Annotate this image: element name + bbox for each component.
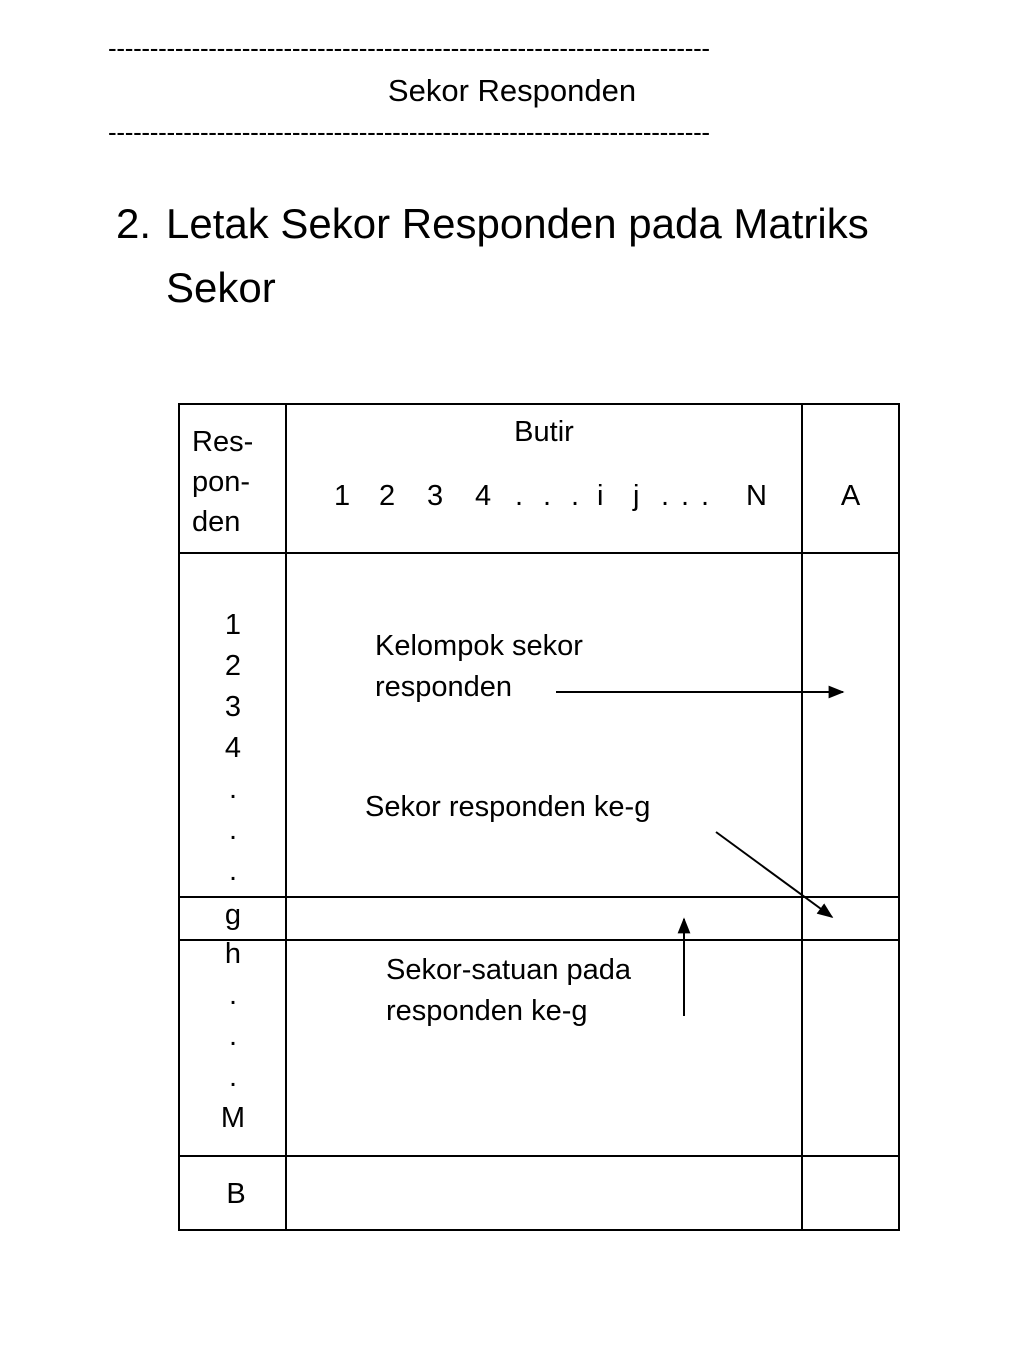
satuan-label-line-2: responden ke-g xyxy=(386,995,588,1027)
butir-item: 1 xyxy=(334,480,351,512)
row-label: 1 xyxy=(224,609,242,641)
row-label: . xyxy=(228,814,238,846)
butir-item: i xyxy=(597,480,604,512)
row-label: . xyxy=(228,1020,238,1052)
responden-rows-lower xyxy=(180,934,286,1139)
row-label: 4 xyxy=(224,732,242,764)
butir-item: N xyxy=(746,480,767,512)
b-row-label: B xyxy=(226,1178,246,1210)
heading-line-1: Letak Sekor Responden pada Matriks xyxy=(166,200,869,247)
row-g-label xyxy=(180,895,286,936)
responden-header-line-1: Res- xyxy=(192,426,254,458)
butir-item: 3 xyxy=(427,480,444,512)
header-title: Sekor Responden xyxy=(387,73,637,108)
butir-item: . xyxy=(661,480,670,512)
butir-item: 2 xyxy=(379,480,396,512)
butir-item: j xyxy=(633,480,640,512)
a-column-label: A xyxy=(840,480,861,512)
row-label: M xyxy=(220,1102,246,1134)
row-label: 3 xyxy=(224,691,242,723)
butir-item: . xyxy=(515,480,524,512)
row-label: h xyxy=(224,938,242,970)
row-label: . xyxy=(228,1061,238,1093)
kelompok-label-line-1: Kelompok sekor xyxy=(375,630,583,662)
bottom-dashed-rule: ------------------------------------------------------------------------ xyxy=(108,117,710,147)
heading-line-2: Sekor xyxy=(166,264,276,311)
row-label: . xyxy=(228,979,238,1011)
butir-item: . xyxy=(701,480,710,512)
sekor-ke-g-label: Sekor responden ke-g xyxy=(365,791,651,823)
sekor-ke-g-arrow xyxy=(716,832,832,917)
row-label: . xyxy=(228,773,238,805)
butir-item: . xyxy=(681,480,690,512)
row-label-g: g xyxy=(224,899,242,931)
butir-label: Butir xyxy=(514,416,574,448)
heading-number: 2. xyxy=(116,200,152,247)
responden-rows-upper xyxy=(180,605,286,892)
satuan-label xyxy=(386,950,631,1032)
butir-item: . xyxy=(543,480,552,512)
butir-item: 4 xyxy=(475,480,492,512)
row-label: . xyxy=(228,855,238,887)
responden-header-line-3: den xyxy=(192,506,241,538)
row-label: 2 xyxy=(224,650,242,682)
kelompok-label xyxy=(375,626,583,708)
kelompok-label-line-2: responden xyxy=(375,671,513,703)
butir-item: . xyxy=(571,480,580,512)
satuan-label-line-1: Sekor-satuan pada xyxy=(386,954,632,986)
top-dashed-rule: ------------------------------------------------------------------------ xyxy=(108,33,710,63)
responden-header-line-2: pon- xyxy=(192,466,251,498)
